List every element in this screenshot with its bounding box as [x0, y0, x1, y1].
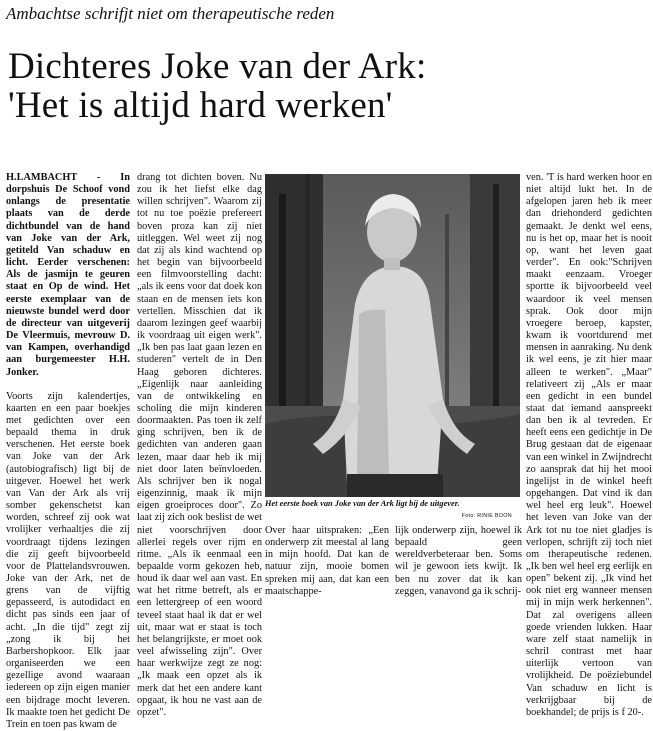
photo-block [265, 174, 520, 519]
article-kicker: Ambachtse schrifjt niet om therapeutische reden [6, 4, 335, 23]
column-2-body: drang tot dichten boven. Nu zou ik het liefst elke dag willen schrijven". Waarom zij tot nu toe poëzie prefereert boven proza kan zij niet uitleggen. Wel weet zij nog dat zij als kind wachtend op het begin van bijvoorbeeld een filmvoorstelling dacht: „als ik eens voor dat doek kon staan en de mensen iets kon vertellen. Misschien dat ik daarom lezingen geef waarbij ik voordraag uit eigen werk". „Ik ben pas laat gaan lezen en studeren" vertelt de in Den Haag geboren dichteres. „Eigenlijk naar aanleiding van de ontwikkeling en scholing die mijn kinderen doormaakten. Pas toen ik zelf ging schrijven, ben ik de gedichten van anderen gaan lezen, maar daar heb ik mij niet door laten beïnvloeden. Als schrijver ben ik nogal eigenzinnig, maak ik mijn eigen groeiproces door". Zo laat zij zich ook beslist de wet niet voorschrijven door allerlei regels over rijm en ritme. „Als ik eenmaal een bepaalde vorm gekozen heb, houd ik daar wel aan vast. En wat het ritme betreft, als er een lettergreep of een woord teveel staat haal ik dat er wel uit, maar wat er staat is toch het belangrijkste, er moet ook veel afwisseling zijn". Over haar werkwijze zegt ze nog: „Ik maak een opzet als ik merk dat het een andere kant opgaat, ik hou ne vast aan de opzet". [137, 172, 262, 718]
headline-line-2: 'Het is altijd hard werken' [8, 85, 393, 126]
column-1-body: Voorts zijn kalendertjes, kaarten en een paar boekjes met gedichten over een bepaald thema in druk verschenen. Het eerste boek van Joke van der Ark (autobiografisch) ligt bij de uitgever. Hoewel het werk van Van der Ark als vrij somber gekenschetst kan worden, schreef zij ook wat vrolijker verhaaltjes die zij voordraagt tijdens lezingen die zij geeft bijvoorbeeld voor de Plattelandsvrouwen. Joke van der Ark, net de grens van de vijftig gepasseerd, is autodidact en dicht pas sinds een jaar of acht. „In die tijd" zegt zij „zong ik bij het Barbershopkoor. Elk jaar organiseerden we een gezellige avond waaraan iedereen op zijn eigen manier een bijdrage mocht leveren. Ik maakte toen het gedicht De Trein en toen pas kwam de [6, 390, 130, 730]
article-photo [265, 174, 520, 497]
column-5-body: lijk onderwerp zijn, hoewel ik bepaald geen wereldverbeteraar ben. Soms wil je gewoon iets kwijt. Ik ben nu zover dat ik kan zeggen, vanavond ga ik schrij- [395, 525, 522, 597]
column-3-body: ven. 'T is hard werken hoor en niet altijd lukt het. In de afgelopen jaren heb ik meer dan driehonderd gedichten gemaakt. Je denkt wel eens, nu is het op, maar het is nooit op, want het leven gaat verder". En ook:"Schrijven maakt eenzaam. Vroeger sportte ik bijvoorbeeld veel waardoor ik veel mensen sprak. Ook door mijn vroegere beroep, kapster, kwam ik voortdurend met mensen in aanraking. Nu denk ik wel eens, je zit hier maar alleen te werken". „Maar" relativeert zij „Als er maar een gedicht in een bundel staat dat iemand aanspreekt dan ben ik al tevreden. Er heeft eens een gedichtje in De Brug gestaan dat de eigenaar van een winkel in Zwijndrecht zo aansprak dat hij het mooi ingelijst in de winkel heeft opgehangen. Dat vind ik dan wel heel erg leuk". Hoewel het leven van Joke van der Ark tot nu toe niet gladjes is verlopen, schrijft zij toch niet om therapeutische redenen. „Ik ben wel heel erg eerlijk en open" bekent zij. „Ik vind het ook niet erg wanneer mensen mij in mijn werk herkennen". Dat zal overigens alleen goede vrienden lukken. Haar ware zelf staat namelijk in schril contrast met haar uiterlijk vertoon van vrolijkheid. De poëziebundel Van schaduw en licht is verkrijgbaar bij de boekhandel; de prijs is f 20-. [526, 172, 652, 718]
text-column-2 [137, 172, 262, 718]
text-column-1 [6, 172, 130, 730]
text-column-5 [395, 525, 522, 597]
text-column-3 [526, 172, 652, 718]
headline-line-1: Dichteres Joke van der Ark: [8, 46, 427, 87]
photo-caption: Het eerste boek van Joke van der Ark ligt bij de uitgever. [265, 499, 460, 508]
article-lead: H.LAMBACHT - In dorpshuis De Schoof vond onlangs de presentatie plaats van de derde dichtbundel van de hand van Joke van der Ark, getiteld Van schaduw en licht. Eerder verschenen: Als de jasmijn te geuren staat en Op de wind. Het eerste exemplaar van de nieuwste bundel werd door de directeur van uitgeverij De Vleermuis, mevrouw D. van Kampen, overhandigd aan burgemeester H.H. Jonker. [6, 172, 130, 378]
article-headline [8, 47, 648, 125]
photo-credit: Foto: RINIE BOON [461, 513, 512, 519]
photo-illustration [265, 174, 520, 497]
text-column-4 [265, 525, 389, 597]
column-4-body: Over haar uitspraken: „Een onderwerp zit meestal al lang in mijn hoofd. Dat kan de natuur zijn, mooie bomen spreken mij aan, dat kan een maatschappe- [265, 525, 389, 597]
